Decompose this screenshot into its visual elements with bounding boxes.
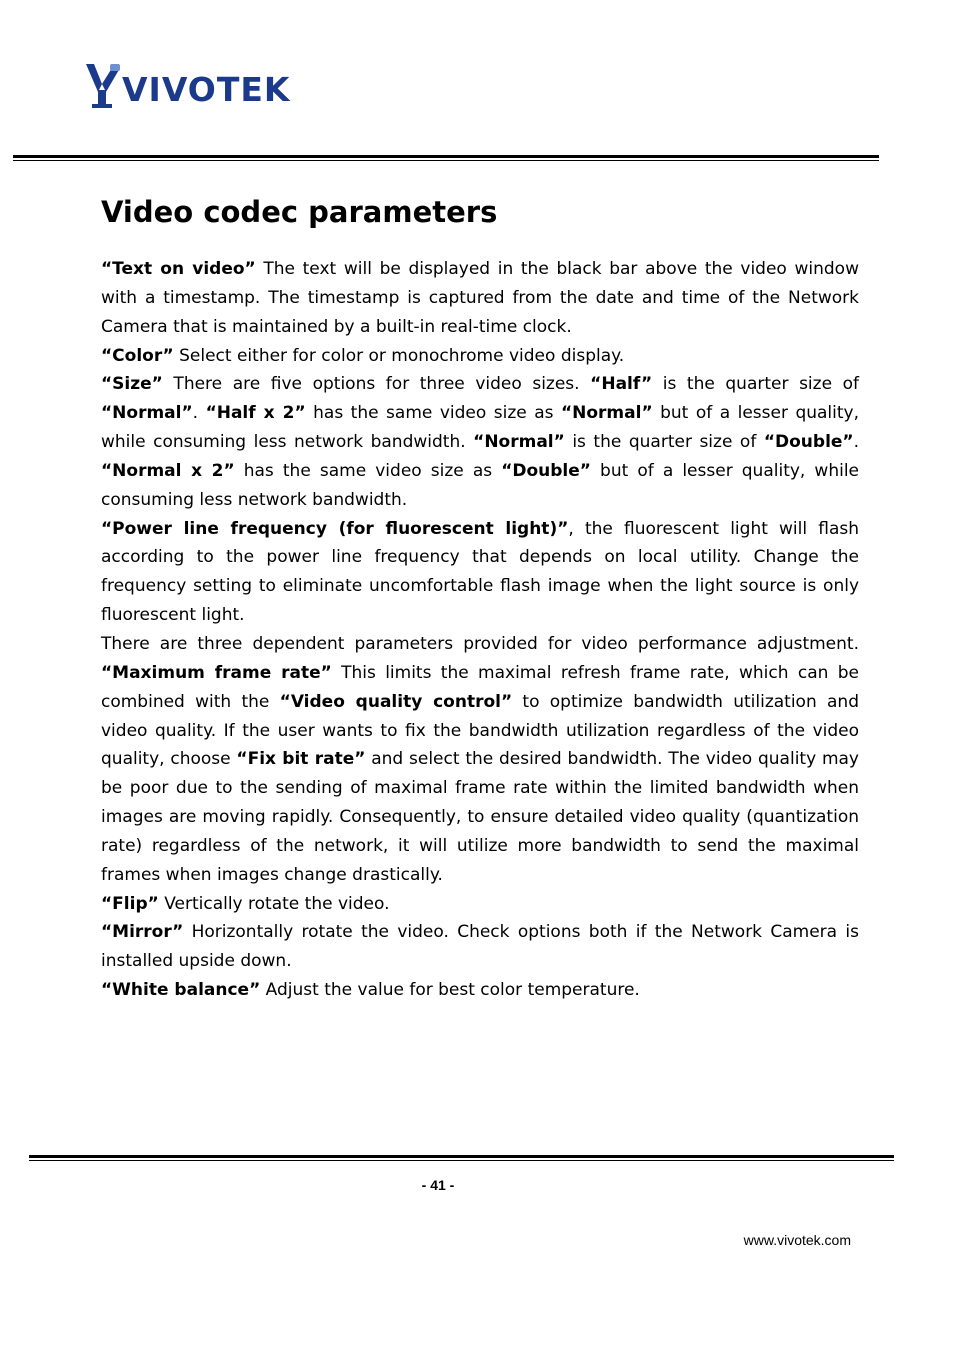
paragraph-text: There are five options for three video sizes. xyxy=(162,374,591,395)
paragraph-text: and select the desired bandwidth. The video quality may be poor due to the sending of maximal frame rate within the limited bandwidth when images are moving rapidly. Consequently, to ensure detailed video quality (quantization rate) regardless of the network, it will utilize more bandwidth to send the maximal frames when images change drastically. xyxy=(101,749,859,885)
header-divider xyxy=(13,155,879,161)
term-label: “Double” xyxy=(501,460,591,481)
paragraph-text: Horizontally rotate the video. Check options both if the Network Camera is installed upside down. xyxy=(101,922,859,972)
paragraph xyxy=(101,255,859,342)
term-label: “Fix bit rate” xyxy=(236,749,366,770)
paragraph xyxy=(101,890,859,919)
paragraph-text: , the fluorescent light will flash according to the power line frequency that depends on local utility. Change the frequency setting to eliminate uncomfortable flash image when the light source is only fluorescent light. xyxy=(101,518,860,626)
footer-divider xyxy=(29,1155,894,1161)
page-number: - 41 - xyxy=(421,1177,455,1193)
paragraph-text: There are three dependent parameters provided for video performance adjustment. xyxy=(101,633,859,654)
paragraph xyxy=(101,630,859,890)
paragraph-text: is the quarter size of xyxy=(564,432,764,453)
term-label: “Maximum frame rate” xyxy=(101,662,332,683)
term-label: “Text on video” xyxy=(101,259,256,279)
paragraph-text: . xyxy=(853,432,860,453)
paragraph-text: Vertically rotate the video. xyxy=(158,893,390,914)
term-label: “Power line frequency (for fluorescent light)” xyxy=(101,518,569,539)
paragraph xyxy=(101,515,859,630)
term-label: “Normal x 2” xyxy=(101,460,235,481)
term-label: “Color” xyxy=(101,345,174,366)
paragraph-text: The text will be displayed in the black bar above the video window with a timestamp. The timestamp is captured from the date and time of the Network Camera that is maintained by a built-in real-time clock. xyxy=(101,259,859,337)
paragraph-text: Adjust the value for best color temperature. xyxy=(260,980,640,1001)
term-label: “Mirror” xyxy=(101,922,184,943)
paragraph-text: but of a lesser quality, while consuming less network bandwidth. xyxy=(101,460,859,510)
paragraph-text: has the same video size as xyxy=(234,460,502,481)
paragraph-text: is the quarter size of xyxy=(652,374,860,395)
vivotek-logo xyxy=(84,62,294,114)
vivotek-y-camera-icon xyxy=(84,62,124,114)
term-label: “Half” xyxy=(590,374,653,395)
body-text xyxy=(101,255,859,1005)
term-label: “Normal” xyxy=(560,403,653,424)
paragraph-text: to optimize bandwidth utilization and video quality. If the user wants to fix the bandwidth utilization regardless of the video quality, choose xyxy=(101,691,859,770)
paragraph xyxy=(101,342,859,371)
term-label: “Flip” xyxy=(101,893,159,914)
term-label: “Size” xyxy=(101,374,163,395)
page-title: Video codec parameters xyxy=(101,195,498,229)
term-label: “Double” xyxy=(763,432,854,453)
term-label: “Normal” xyxy=(101,403,193,424)
paragraph-text: but of a lesser quality, while consuming less network bandwidth. xyxy=(101,403,859,453)
paragraph-text: This limits the maximal refresh frame rate, which can be combined with the xyxy=(101,662,859,712)
term-label: “Normal” xyxy=(473,432,565,453)
paragraph xyxy=(101,918,859,976)
paragraph xyxy=(101,976,859,1005)
term-label: “Half x 2” xyxy=(205,403,306,424)
logo-wordmark: VIVOTEK xyxy=(122,70,291,109)
paragraph-text: has the same video size as xyxy=(305,403,561,424)
term-label: “White balance” xyxy=(101,980,261,1001)
paragraph xyxy=(101,370,859,514)
footer-url: www.vivotek.com xyxy=(743,1232,851,1248)
paragraph-text: . xyxy=(192,403,206,424)
term-label: “Video quality control” xyxy=(279,691,513,712)
paragraph-text: Select either for color or monochrome video display. xyxy=(173,345,625,366)
